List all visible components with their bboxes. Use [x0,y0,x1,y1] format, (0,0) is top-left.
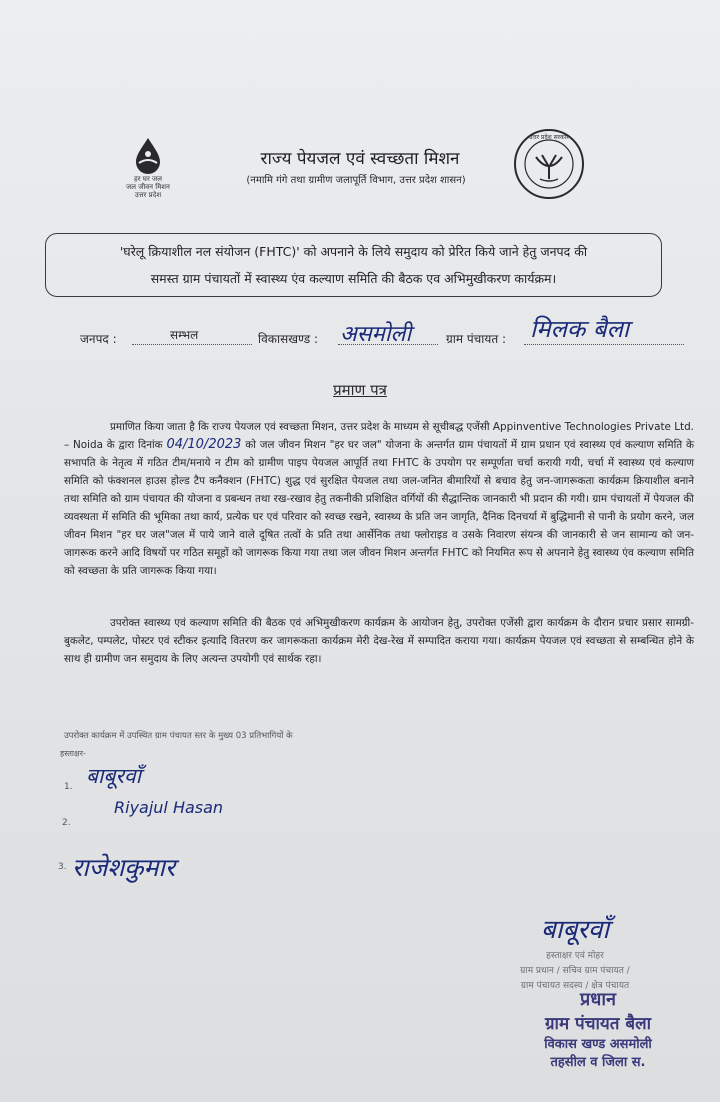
svg-text:उत्तर प्रदेश सरकार: उत्तर प्रदेश सरकार [529,134,569,141]
banner-line-2: समस्त ग्राम पंचायतों में स्वास्थ्य एंव कल्याण समिति की बैठक एव अभिमुखीकरण कार्यक्रम। [150,271,557,286]
location-fields [80,315,700,360]
panchayat-label: ग्राम पंचायत : [446,332,507,346]
mission-title: राज्य पेयजल एवं स्वच्छता मिशन [260,149,460,169]
jal-jeevan-mission-logo [118,135,178,199]
paragraph-1-part-a: प्रमाणित किया जाता है कि राज्य पेयजल एवं स्वच्छता मिशन, उत्तर प्रदेश के माध्यम से सूचीबद्ध एजेंसी Appinventive Technologies Private Ltd. – Noida के द्वारा दिनांक [64,421,694,451]
panchayat-value: मिलक बैला [530,315,630,343]
district-underline [132,344,252,345]
stamp-line-4: तहसील व जिला स. [550,1055,646,1070]
signoff-line-2: ग्राम प्रधान / सचिव ग्राम पंचायत / [520,966,630,976]
block-label: विकासखण्ड : [258,332,319,346]
district-label: जनपद : [80,332,117,346]
signatory-number: 1. [64,782,73,792]
signatory-number: 3. [58,862,67,872]
seal-emblem-icon [512,127,586,201]
certificate-heading: प्रमाण पत्र [333,381,387,399]
water-drop-icon [128,135,168,175]
stamp-line-2: ग्राम पंचायत बैला [544,1014,652,1034]
banner-line-1: 'घरेलू क्रियाशील नल संयोजन (FHTC)' को अपनाने के लिये समुदाय को प्रेरित किये जाने हेतु जनपद की [119,244,588,259]
signoff-block [470,910,680,991]
certificate-paragraph-1 [64,418,694,580]
paragraph-1-part-b: को जल जीवन मिशन "हर घर जल" योजना के अन्तर्गत ग्राम पंचायतों में ग्राम प्रधान एवं स्वास्थ्य एवं कल्याण समिति के सभापति के नेतृत्व में गठित टीम/मनाये न टीम को ग्रामीण पाइप पेयजल आपूर्ति तथा FHTC के उपयोग पर सम्पूर्णता चर्चा करायी गयी, चर्चा में स्वास्थ्य एवं कल्याण समिति को फंक्शनल हाउस होल्ड टैप कनैक्शन (FHTC) शुद्ध एवं सुरक्षित पेयजल तथा जल-जनित बीमारियों से बचाव हेतु जन-जागरूकता कार्यक्रम क्रियाशील बनाने तथा समिति को ग्राम पंचायत की योजना व प्रबन्धन तथा रख-रखाव हेतु तकनीकी प्रशिक्षित वर्गियों की सैद्धान्तिक जानकारी भी प्रदान की गयी। ग्राम पंचायतों में पेयजल की व्यवस्थता में समिति की भूमिका तथा कार्य, प्रत्येक घर एवं परिवार को स्वच्छ रखने, स्वास्थ्य के प्रति जन जागृति, दैनिक दिनचर्या में बुद्धिमानी से पानी के प्रयोग करने, जल जीवन मिशन "हर घर जल"जल में पाये जाने वाले दूषित तत्वों के प्रति तथा आर्सेनिक तथा फ्लोराइड व उसके निवारण संयन्त्र की जानकारी से जन सामान्य को जन-जागरूक करने आदि विषयों पर गठित समूहों को जागरूक किया गया तथा जल जीवन मिशन अन्तर्गत FHTC को नियमित रूप से अपनाने हेतु स्वास्थ्य एंव कल्याण समिति को स्वच्छता के प्रति जागरूक किया गया। [64,439,694,577]
signatory-signature: बाबूरवाँ [86,764,142,788]
pradhan-signature: बाबूरवाँ [540,915,610,945]
signoff-line-3: ग्राम पंचायत सदस्य / क्षेत्र पंचायत [520,981,630,991]
signatory-signature: Riyajul Hasan [114,798,224,817]
district-value: सम्भल [170,328,199,342]
signatory-number: 2. [62,818,71,828]
program-date: 04/10/2023 [166,437,242,452]
logo-left-caption-2: जल जीवन मिशन [126,183,170,191]
attendance-sign-label: हस्ताक्षर- [60,749,86,758]
signoff-line-1: हस्ताक्षर एवं मोहर [546,951,604,961]
program-banner [45,233,662,297]
up-government-seal-logo [512,127,586,201]
stamp-line-1: प्रधान [580,989,616,1010]
logo-left-caption-3: उत्तर प्रदेश [134,191,162,199]
block-value: असमोली [340,322,412,347]
attendance-note: उपरोक्त कार्यक्रम में उपस्थित ग्राम पंचायत स्तर के मुख्य 03 प्रतिभागियों के [64,731,293,741]
certificate-paragraph-2: उपरोक्त स्वास्थ्य एवं कल्याण समिति की बैठक एवं अभिमुखीकरण कार्यक्रम के आयोजन हेतु, उपरोक्त एजेंसी द्वारा कार्यक्रम के दौरान प्रचार प्रसार सामग्री-बुकलेट, पम्पलेट, पोस्टर एवं स्टीकर इत्यादि वितरण कर जागरूकता कार्यक्रम मेरी देख-रेख में सम्पादित कराया गया। कार्यक्रम पेयजल एवं स्वच्छता से सम्बन्धित होने के साथ ही ग्रामीण जन समुदाय के लिए अत्यन्त उपयोगी एवं सार्थक रहा। [64,617,694,665]
signatory-signature: राजेशकुमार [72,853,176,882]
mission-subtitle: (नमामि गंगे तथा ग्रामीण जलापूर्ति विभाग, उत्तर प्रदेश शासन) [246,175,466,186]
pradhan-stamp [498,987,698,1070]
logo-left-caption-1: हर घर जल [134,175,162,183]
stamp-line-3: विकास खण्ड असमोली [544,1037,652,1052]
